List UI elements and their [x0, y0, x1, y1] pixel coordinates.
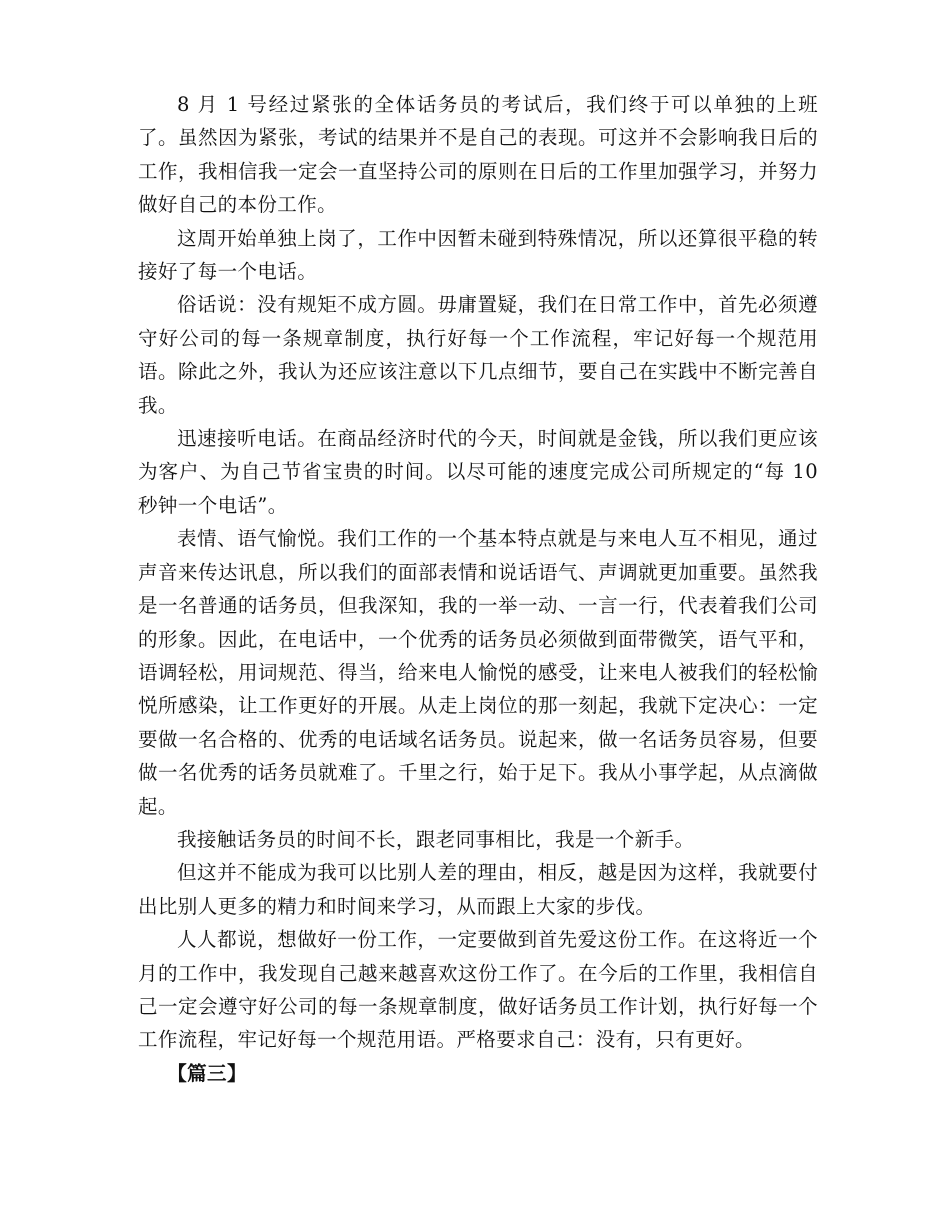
document-body	[138, 88, 818, 1090]
paragraph-love-work: 人人都说，想做好一份工作，一定要做到首先爱这份工作。在这将近一个月的工作中，我发现自己越来越喜欢这份工作了。在今后的工作里，我相信自己一定会遵守好公司的每一条规章制度，做好话务员工作计划，执行好每一个工作流程，牢记好每一个规范用语。严格要求自己：没有，只有更好。	[138, 928, 818, 1052]
paragraph-pleasant-tone: 表情、语气愉悦。我们工作的一个基本特点就是与来电人互不相见，通过声音来传达讯息，所以我们的面部表情和说话语气、声调就更加重要。虽然我是一名普通的话务员，但我深知，我的一举一动、一言一行，代表着我们公司的形象。因此，在电话中，一个优秀的话务员必须做到面带微笑，语气平和，语调轻松，用词规范、得当，给来电人愉悦的感受，让来电人被我们的轻松愉悦所感染，让工作更好的开展。从走上岗位的那一刻起，我就下定决心：一定要做一名合格的、优秀的电话域名话务员。说起来，做一名话务员容易，但要做一名优秀的话务员就难了。千里之行，始于足下。我从小事学起，从点滴做起。	[138, 527, 818, 818]
paragraph-exam: 8 月 1 号经过紧张的全体话务员的考试后，我们终于可以单独的上班了。虽然因为紧张，考试的结果并不是自己的表现。可这并不会影响我日后的工作，我相信我一定会一直坚持公司的原则在日后的工作里加强学习，并努力做好自己的本份工作。	[138, 93, 818, 217]
paragraph-extra-effort: 但这并不能成为我可以比别人差的理由，相反，越是因为这样，我就要付出比别人更多的精力和时间来学习，从而跟上大家的步伐。	[138, 861, 818, 918]
paragraph-newcomer: 我接触话务员的时间不长，跟老同事相比，我是一个新手。	[177, 827, 695, 851]
section-heading: 【篇三】	[167, 1061, 247, 1085]
paragraph-rules: 俗话说：没有规矩不成方圆。毋庸置疑，我们在日常工作中，首先必须遵守好公司的每一条规章制度，执行好每一个工作流程，牢记好每一个规范用语。除此之外，我认为还应该注意以下几点细节，要自己在实践中不断完善自我。	[138, 293, 818, 417]
paragraph-answer-quickly: 迅速接听电话。在商品经济时代的今天，时间就是金钱，所以我们更应该为客户、为自己节省宝贵的时间。以尽可能的速度完成公司所规定的“每 10 秒钟一个电话”。	[138, 427, 818, 517]
paragraph-first-week: 这周开始单独上岗了，工作中因暂未碰到特殊情况，所以还算很平稳的转接好了每一个电话。	[138, 226, 818, 284]
